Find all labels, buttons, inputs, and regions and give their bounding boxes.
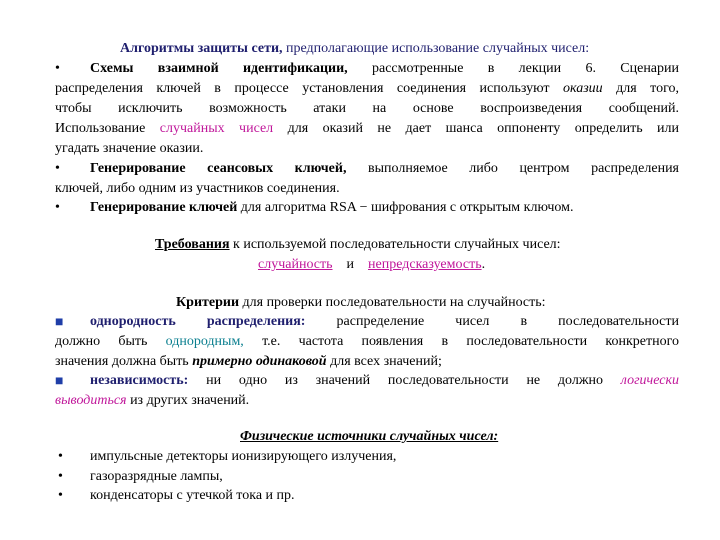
bullet-icon: •	[55, 200, 60, 215]
logically-link[interactable]: логически	[620, 373, 680, 388]
source-item: импульсные детекторы ионизирующего излучения,	[90, 449, 397, 464]
criteria1-line1: однородность распределения: распределение чисел в последовательности	[90, 314, 680, 329]
bullet-icon: •	[55, 161, 60, 176]
requirements-title: Требования	[155, 237, 230, 252]
bullet-icon: •	[58, 449, 63, 464]
randomness-link[interactable]: случайность	[258, 257, 333, 272]
item1-line1: Схемы взаимной идентификации, рассмотренные в лекции 6. Сценарии	[90, 61, 680, 76]
item1-term: Схемы взаимной идентификации,	[90, 61, 348, 76]
square-bullet-icon: ■	[55, 315, 64, 330]
item1-line2: распределения ключей в процессе установления соединения используют оказии для того,	[55, 81, 679, 96]
uniformity-term: однородность распределения:	[90, 314, 306, 329]
square-bullet-icon: ■	[55, 374, 64, 389]
criteria2-line1: независимость: ни одно из значений последовательности не должно логически	[90, 373, 680, 388]
sources-heading	[240, 428, 640, 446]
requirements-heading: Требования к используемой последовательности случайных чисел:	[155, 237, 561, 252]
random-numbers-link[interactable]: случайных чисел	[159, 121, 274, 136]
bullet-icon: •	[58, 469, 63, 484]
independence-term: независимость:	[90, 373, 189, 388]
item1-line5: угадать значение оказии.	[55, 141, 204, 156]
unpredictability-link[interactable]: непредсказуемость	[368, 257, 482, 272]
item2-term: Генерирование сеансовых ключей,	[90, 161, 347, 176]
item1-line3: чтобы исключить возможность атаки на основе воспроизведения сообщений.	[55, 101, 679, 116]
bullet-icon: •	[58, 488, 63, 503]
sources-title: Физические источники случайных чисел:	[240, 429, 499, 444]
source-item: конденсаторы с утечкой тока и пр.	[90, 488, 295, 503]
source-item: газоразрядные лампы,	[90, 469, 223, 484]
item3-term: Генерирование ключей	[90, 200, 238, 215]
item3-line: Генерирование ключей для алгоритма RSA − шифрования с открытым ключом.	[90, 200, 574, 215]
derived-link[interactable]: выводиться	[55, 393, 127, 408]
criteria-title: Критерии	[176, 295, 240, 310]
criteria-heading: Критерии для проверки последовательности на случайность:	[176, 295, 546, 310]
approx-equal-term: примерно одинаковой	[192, 354, 327, 369]
bullet-icon: •	[55, 61, 60, 76]
criteria2-line2: выводиться из других значений.	[55, 393, 250, 408]
criteria1-line3: значения должна быть примерно одинаковой для всех значений;	[55, 354, 442, 369]
algorithms-heading	[120, 40, 680, 58]
requirements-list: случайность и непредсказуемость.	[258, 257, 486, 272]
uniform-link[interactable]: однородным,	[165, 334, 244, 349]
item2-line1: Генерирование сеансовых ключей, выполняемое либо центром распределения	[90, 161, 679, 176]
algorithms-title-rest: предполагающие использование случайных чисел:	[282, 41, 590, 56]
criteria1-line2: должно быть однородным, т.е. частота появления в последовательности конкретного	[55, 334, 680, 349]
nonce-term: оказии	[563, 81, 603, 96]
item1-line4: Использование случайных чисел для оказий не дает шанса оппоненту определить или	[55, 121, 680, 136]
item2-line2: ключей, либо одним из участников соединения.	[55, 181, 340, 196]
algorithms-title: Алгоритмы защиты сети,	[120, 41, 283, 56]
